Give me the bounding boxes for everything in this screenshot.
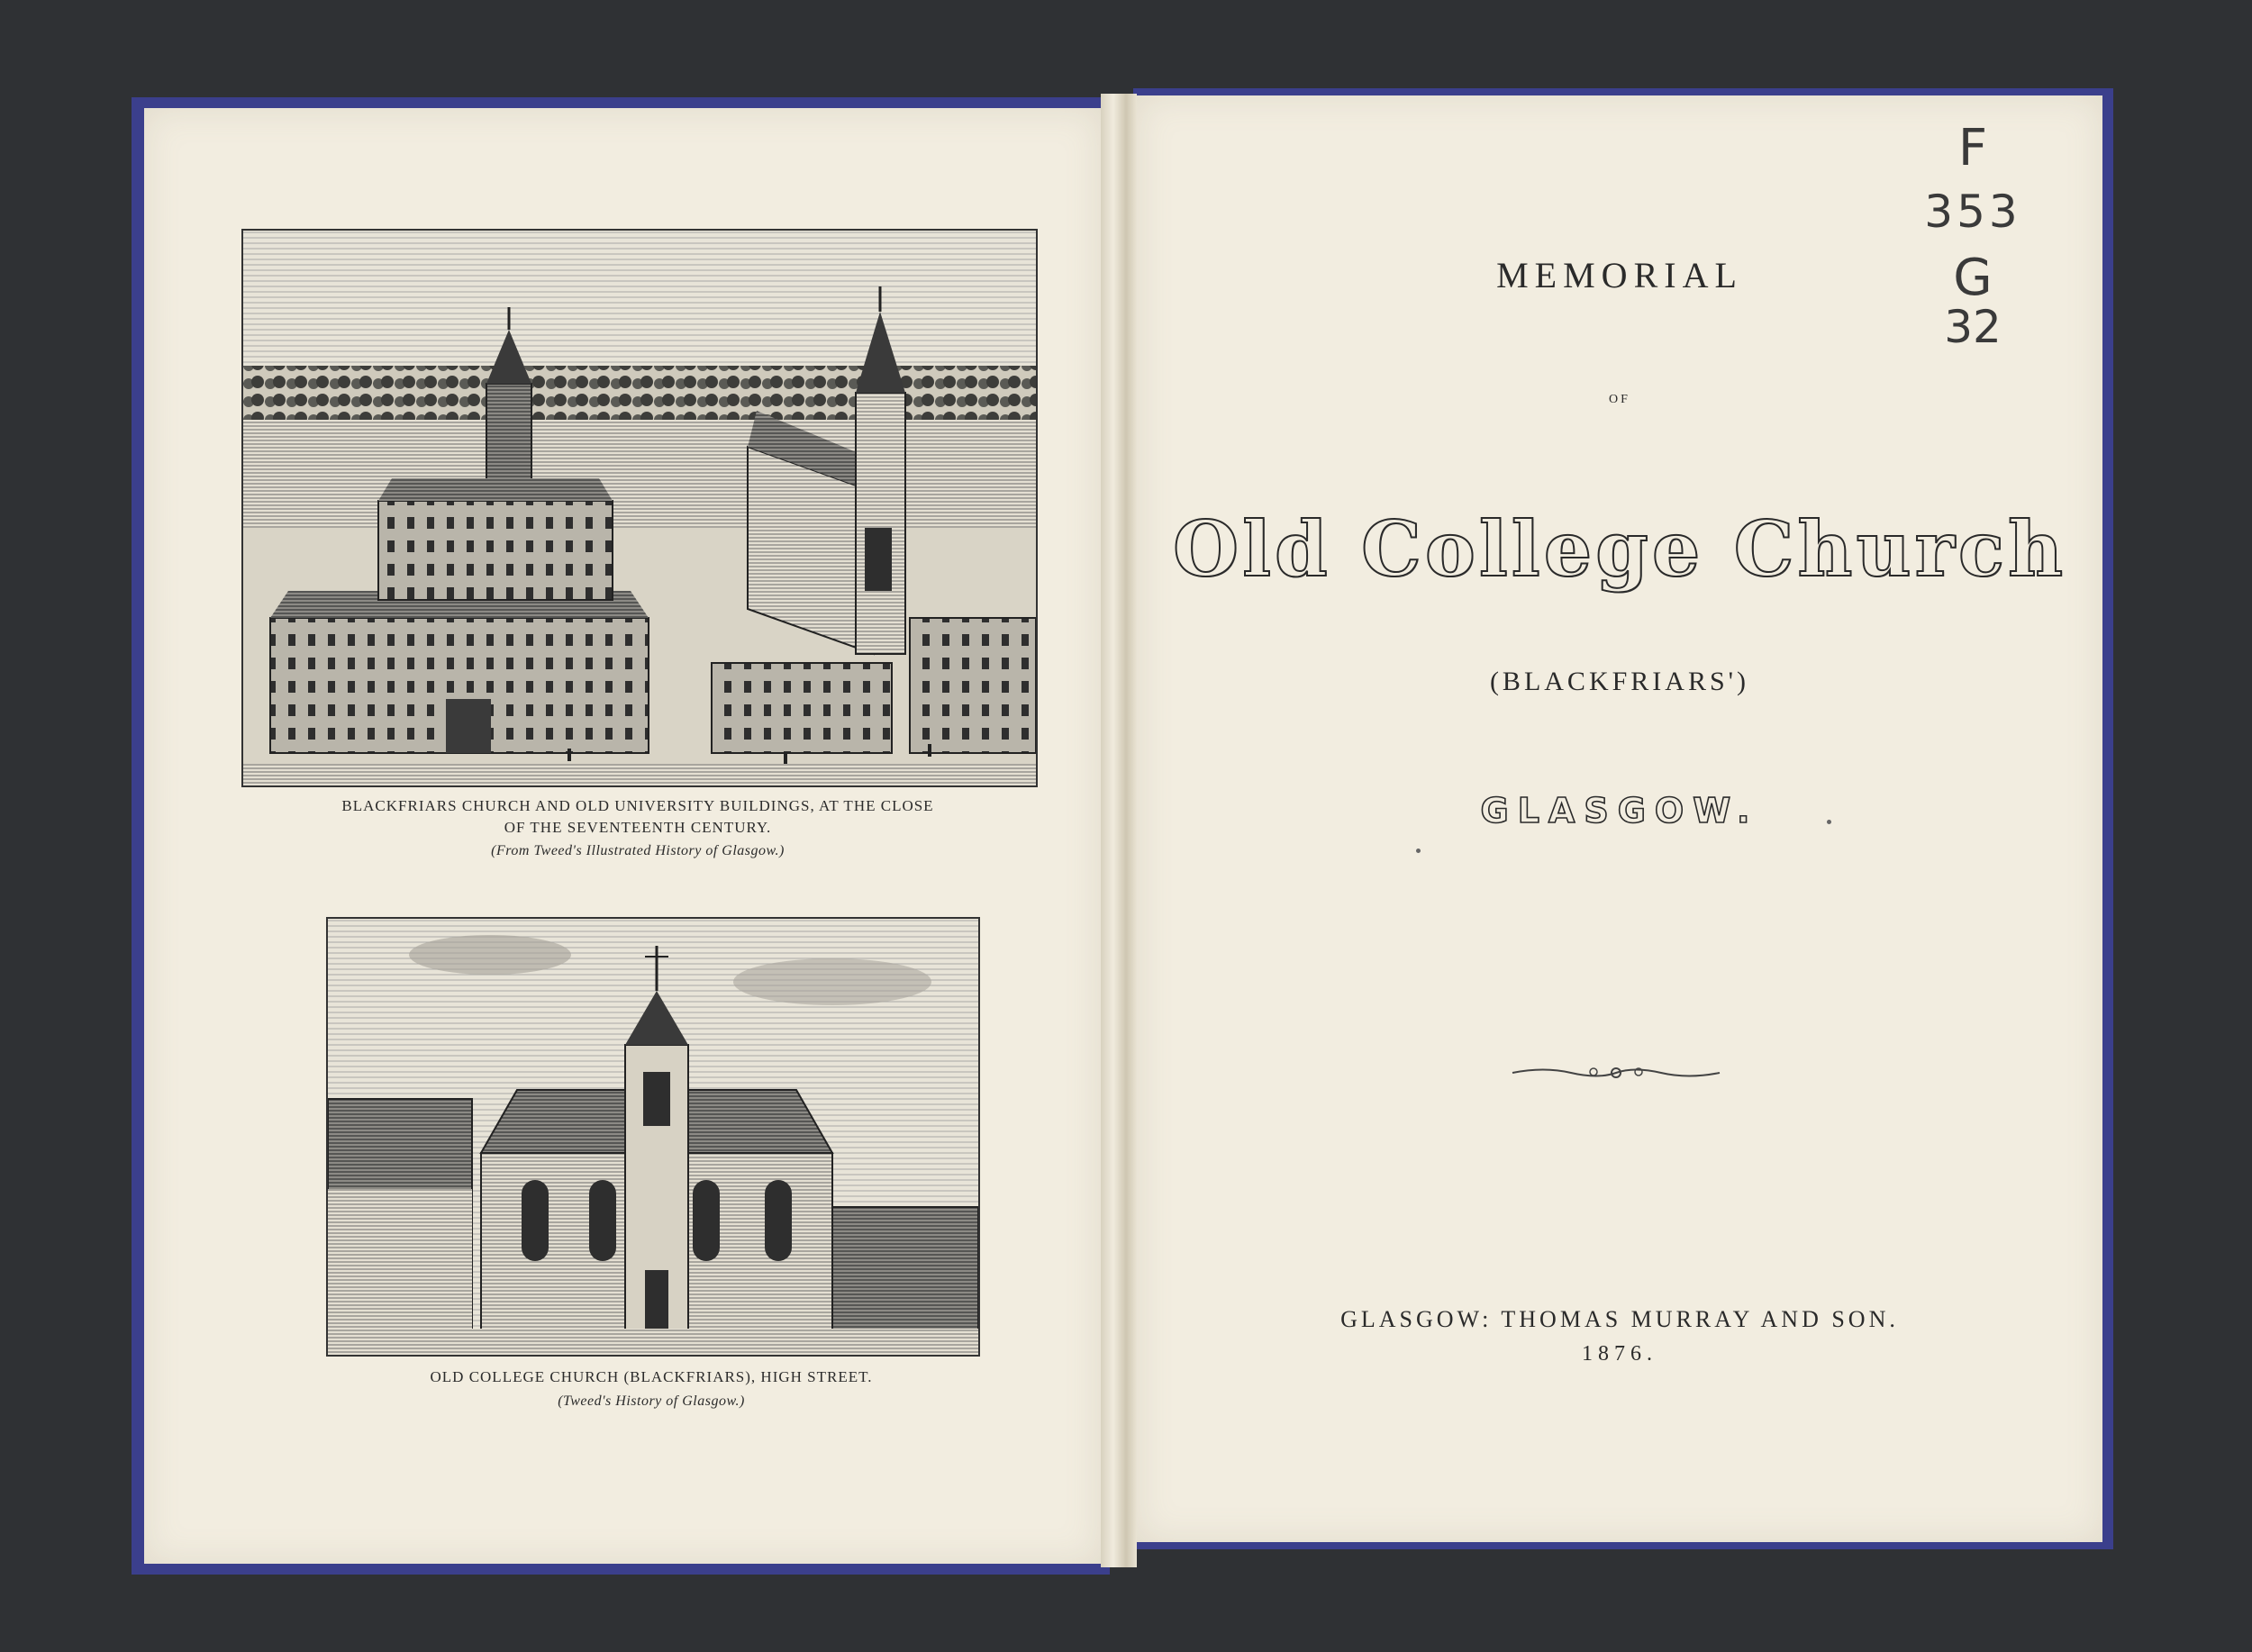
caption-top-source: (From Tweed's Illustrated History of Glasgow.) <box>491 843 785 858</box>
title-main: Old College Church <box>1172 504 2067 594</box>
title-subtitle: (BLACKFRIARS') <box>1489 667 1750 696</box>
ornament-divider-icon <box>1508 1059 1724 1086</box>
shelfmark-line2: 353 <box>1924 186 2021 238</box>
publication-year: 1876. <box>1582 1342 1657 1366</box>
ink-speck <box>1416 849 1421 853</box>
engraving-old-college-church <box>326 917 980 1357</box>
ink-speck <box>1827 820 1831 824</box>
title-city: GLASGOW. <box>1480 791 1759 831</box>
book-gutter <box>1101 94 1137 1567</box>
publisher-line: GLASGOW: THOMAS MURRAY AND SON. <box>1340 1306 1899 1332</box>
caption-top-line2: OF THE SEVENTEENTH CENTURY. <box>504 819 772 836</box>
shelfmark-line4: 32 <box>1944 301 2002 353</box>
engraving-university-buildings <box>241 229 1038 787</box>
caption-bottom-line1: OLD COLLEGE CHURCH (BLACKFRIARS), HIGH STREET. <box>430 1368 873 1385</box>
shelfmark-line3: G <box>1953 249 1993 307</box>
title-memorial: MEMORIAL <box>1496 255 1743 295</box>
title-of: OF <box>1609 393 1630 406</box>
shelfmark-line1: F <box>1957 119 1988 177</box>
caption-bottom-source: (Tweed's History of Glasgow.) <box>558 1393 745 1409</box>
caption-top-line1: BLACKFRIARS CHURCH AND OLD UNIVERSITY BUILDINGS, AT THE CLOSE <box>341 797 934 814</box>
